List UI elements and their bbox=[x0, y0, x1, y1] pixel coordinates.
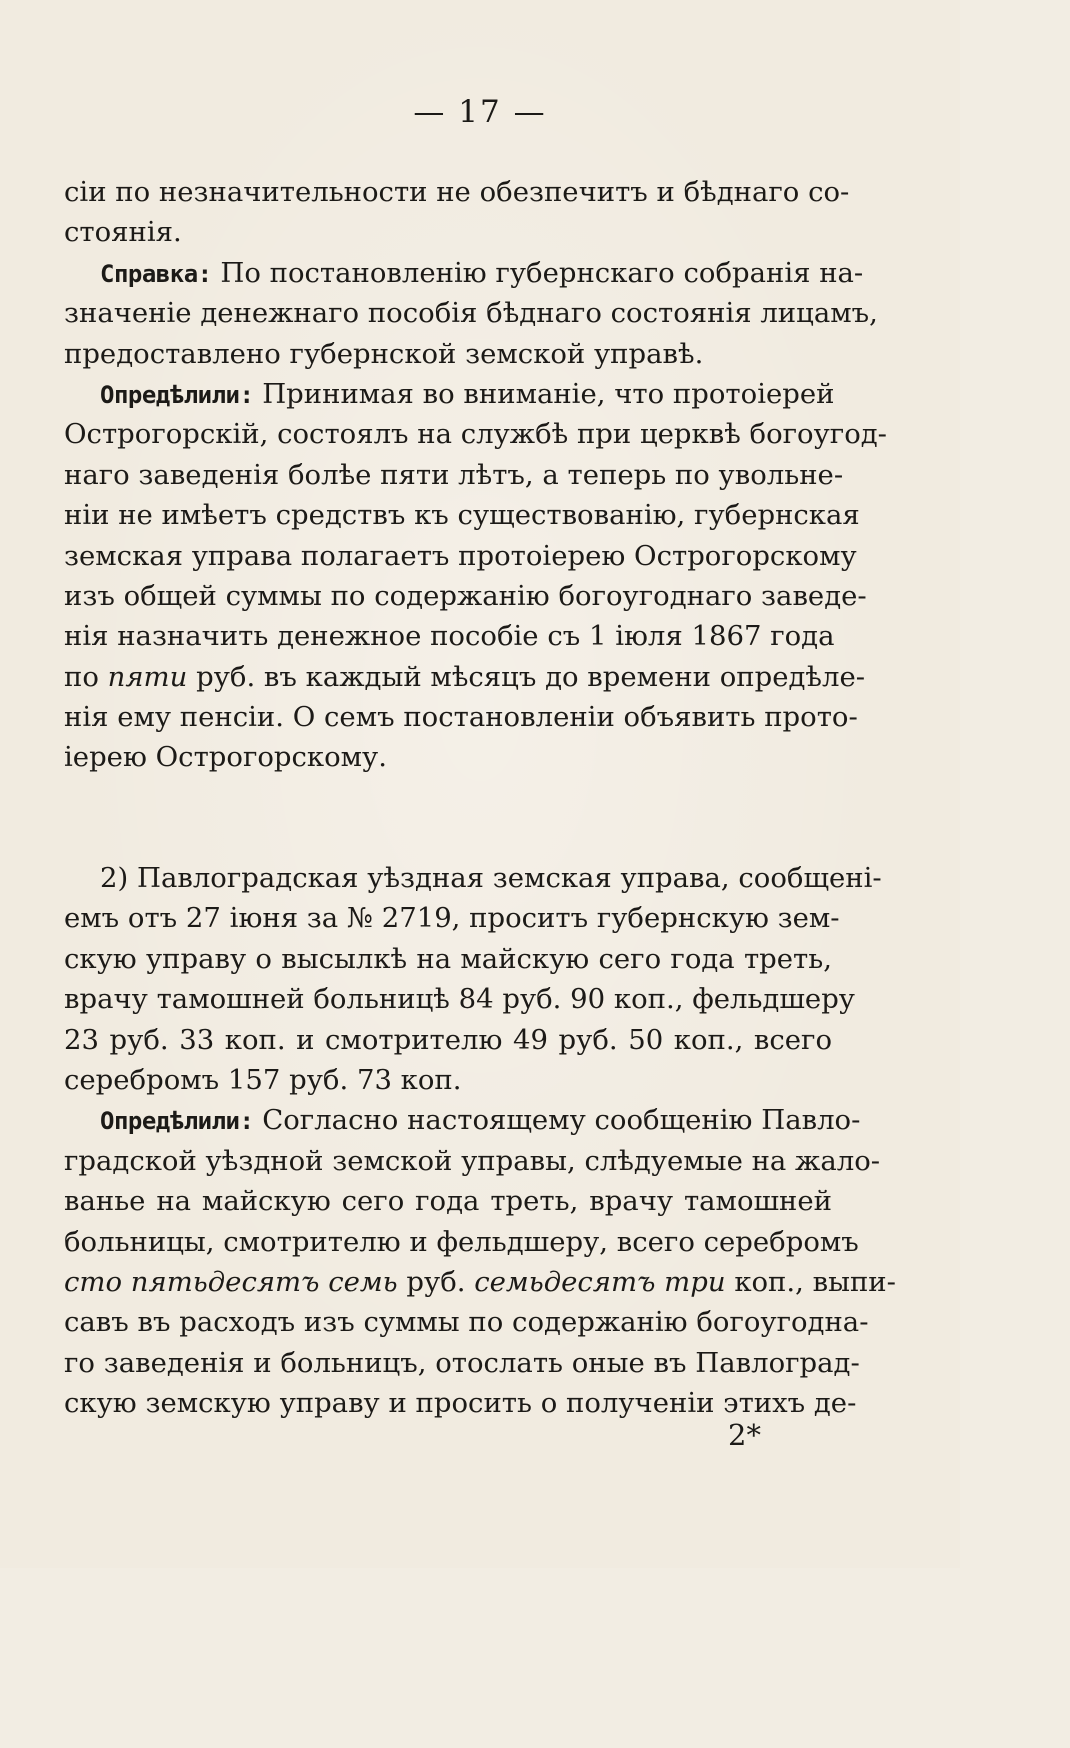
text-block-second bbox=[64, 858, 896, 1423]
text-fragment: руб. въ каждый мѣсяцъ до времени опредѣле- bbox=[196, 660, 866, 693]
text-line: наго заведенія болѣе пяти лѣтъ, а теперь по увольне- bbox=[64, 458, 844, 491]
italic-amount: пяти bbox=[107, 660, 188, 693]
text-line: емъ отъ 27 іюня за № 2719, проситъ губернскую зем- bbox=[64, 902, 840, 935]
text-line: серебромъ 157 руб. 73 коп. bbox=[64, 1063, 462, 1096]
text-line: изъ общей суммы по содержанію богоугоднаго заведе- bbox=[64, 579, 867, 612]
text-line: ванье на майскую сего года треть, врачу тамошней bbox=[64, 1185, 832, 1218]
text-line: земская управа полагаетъ протоіерею Острогорскому bbox=[64, 539, 857, 572]
text-line: стоянія. bbox=[64, 216, 182, 249]
text-fragment: Принимая во вниманіе, что протоіерей bbox=[262, 377, 835, 410]
text-line: врачу тамошней больницѣ 84 руб. 90 коп., фельдшеру bbox=[64, 983, 855, 1016]
text-line: скую управу о высылкѣ на майскую сего года треть, bbox=[64, 942, 832, 975]
text-line: 2) Павлоградская уѣздная земская управа, сообщені- bbox=[100, 862, 882, 894]
text-fragment: коп., выпи- bbox=[734, 1265, 896, 1298]
text-fragment: Согласно настоящему сообщенію Павло- bbox=[262, 1104, 861, 1137]
text-line: предоставлено губернской земской управѣ. bbox=[64, 337, 704, 370]
text-line: Острогорскій, состоялъ на службѣ при церквѣ богоугод- bbox=[64, 418, 887, 451]
italic-amount: семьдесятъ три bbox=[474, 1265, 726, 1298]
page-number: — 17 — bbox=[413, 94, 547, 130]
text-line: значеніе денежнаго пособія бѣднаго состоянія лицамъ, bbox=[64, 297, 878, 330]
spravka-label: Справка: bbox=[100, 259, 212, 288]
text-fragment: руб. bbox=[406, 1265, 466, 1298]
resolution-label: Опредѣлили: bbox=[100, 380, 254, 409]
text-line: скую земскую управу и просить о полученіи этихъ де- bbox=[64, 1387, 857, 1420]
spravka-paragraph-start bbox=[64, 253, 864, 293]
text-line: 23 руб. 33 коп. и смотрителю 49 руб. 50 коп., всего bbox=[64, 1023, 832, 1056]
text-line: сіи по незначительности не обезпечитъ и бѣднаго со- bbox=[64, 176, 850, 208]
resolution-paragraph-start bbox=[64, 374, 835, 414]
text-block-first bbox=[64, 172, 887, 778]
italic-amount: сто пятьдесятъ семь bbox=[64, 1265, 398, 1298]
text-line bbox=[64, 657, 866, 697]
text-line: градской уѣздной земской управы, слѣдуемые на жало- bbox=[64, 1144, 881, 1177]
text-line: нія ему пенсіи. О семъ постановленіи объявить прото- bbox=[64, 701, 858, 734]
text-line: нія назначить денежное пособіе съ 1 іюля 1867 года bbox=[64, 620, 835, 653]
text-line: іерею Острогорскому. bbox=[64, 741, 387, 774]
text-fragment: по bbox=[64, 660, 99, 693]
text-line bbox=[64, 1262, 896, 1302]
text-line: ніи не имѣетъ средствъ къ существованію, губернская bbox=[64, 499, 860, 532]
resolution-label: Опредѣлили: bbox=[100, 1107, 254, 1136]
text-line: го заведенія и больницъ, отослать оные въ Павлоград- bbox=[64, 1346, 860, 1379]
signature-mark: 2* bbox=[728, 1418, 761, 1452]
text-fragment: По постановленію губернскаго собранія на- bbox=[220, 256, 864, 289]
resolution-paragraph-start bbox=[64, 1100, 861, 1140]
text-line: савъ въ расходъ изъ суммы по содержанію богоугодна- bbox=[64, 1306, 869, 1339]
text-line: больницы, смотрителю и фельдшеру, всего серебромъ bbox=[64, 1225, 859, 1258]
